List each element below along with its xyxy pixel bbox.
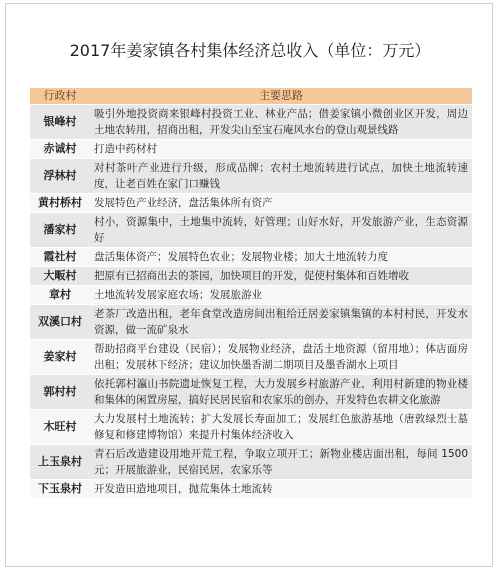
main-idea-cell: 对村茶叶产业进行升级，形成品牌；农村土地流转进行试点，加快土地流转速度，让老百姓在家门口赚钱 [90,159,472,194]
table-row [30,480,472,499]
village-name-cell: 潘家村 [30,213,90,248]
village-name-cell: 郭村村 [30,375,90,410]
village-name-cell: 浮林村 [30,159,90,194]
village-name-cell: 黄村桥村 [30,194,90,213]
table-row [30,340,472,375]
main-idea-cell: 开发造田造地项目，抛荒集体土地流转 [90,480,472,499]
village-name-cell: 下玉泉村 [30,480,90,499]
table-row [30,213,472,248]
main-idea-cell: 盘活集体资产；发展特色农业；发展物业楼；加大土地流转力度 [90,248,472,267]
main-idea-cell: 发展特色产业经济，盘活集体所有资产 [90,194,472,213]
main-idea-cell: 帮助招商平台建设（民宿）；发展物业经济，盘活土地资源（留用地）；体店面房出租；发展林下经济；建议加快墨香湖二期项目及墨香湖水上项目 [90,340,472,375]
village-name-cell: 霞社村 [30,248,90,267]
village-name-cell: 姜家村 [30,340,90,375]
table-row [30,445,472,480]
main-idea-cell: 大力发展村土地流转；扩大发展长寿面加工；发展红色旅游基地（唐敦绿烈士墓修复和修建博物馆）来提升村集体经济收入 [90,410,472,445]
table-row [30,140,472,159]
table-body [30,105,472,499]
village-name-cell: 大畈村 [30,267,90,286]
village-name-cell: 上玉泉村 [30,445,90,480]
table-row [30,375,472,410]
main-idea-cell: 打造中药材村 [90,140,472,159]
table-row [30,248,472,267]
table-header-row [30,88,472,105]
table-row [30,305,472,340]
table-row [30,286,472,305]
table-row [30,267,472,286]
village-name-cell: 双溪口村 [30,305,90,340]
header-village: 行政村 [30,88,90,105]
main-idea-cell: 村小，资源集中，土地集中流转，好管理；山好水好，开发旅游产业，生态资源好 [90,213,472,248]
main-idea-cell: 把原有已招商出去的茶园，加快项目的开发，促使村集体和百姓增收 [90,267,472,286]
village-name-cell: 木旺村 [30,410,90,445]
village-name-cell: 银峰村 [30,105,90,140]
main-idea-cell: 吸引外地投资商来银峰村投资工业、林业产品；借姜家镇小微创业区开发，周边土地农转用，招商出租，开发尖山至宝石庵风水台的登山观景线路 [90,105,472,140]
main-idea-cell: 依托郭村瀛山书院遗址恢复工程，大力发展乡村旅游产业，利用村新建的物业楼和集体的闲置房屋，搞好民居民宿和农家乐的创办，开发特色农耕文化旅游 [90,375,472,410]
village-name-cell: 章村 [30,286,90,305]
page-title: 2017年姜家镇各村集体经济总收入（单位：万元） [69,41,431,60]
village-income-table [30,88,472,499]
main-idea-cell: 老茶厂改造出租，老年食堂改造房间出租给迁居姜家镇集镇的本村村民，开发水资源，做一流矿泉水 [90,305,472,340]
table-row [30,105,472,140]
village-name-cell: 赤诚村 [30,140,90,159]
table-row [30,159,472,194]
table-row [30,410,472,445]
table-row [30,194,472,213]
main-idea-cell: 青石后改造建设用地开荒工程，争取立项开工；新物业楼店面出租，每间 1500 元；开展旅游业，民宿民居，农家乐等 [90,445,472,480]
main-idea-cell: 土地流转发展家庭农场；发展旅游业 [90,286,472,305]
header-main-idea: 主要思路 [90,88,472,105]
